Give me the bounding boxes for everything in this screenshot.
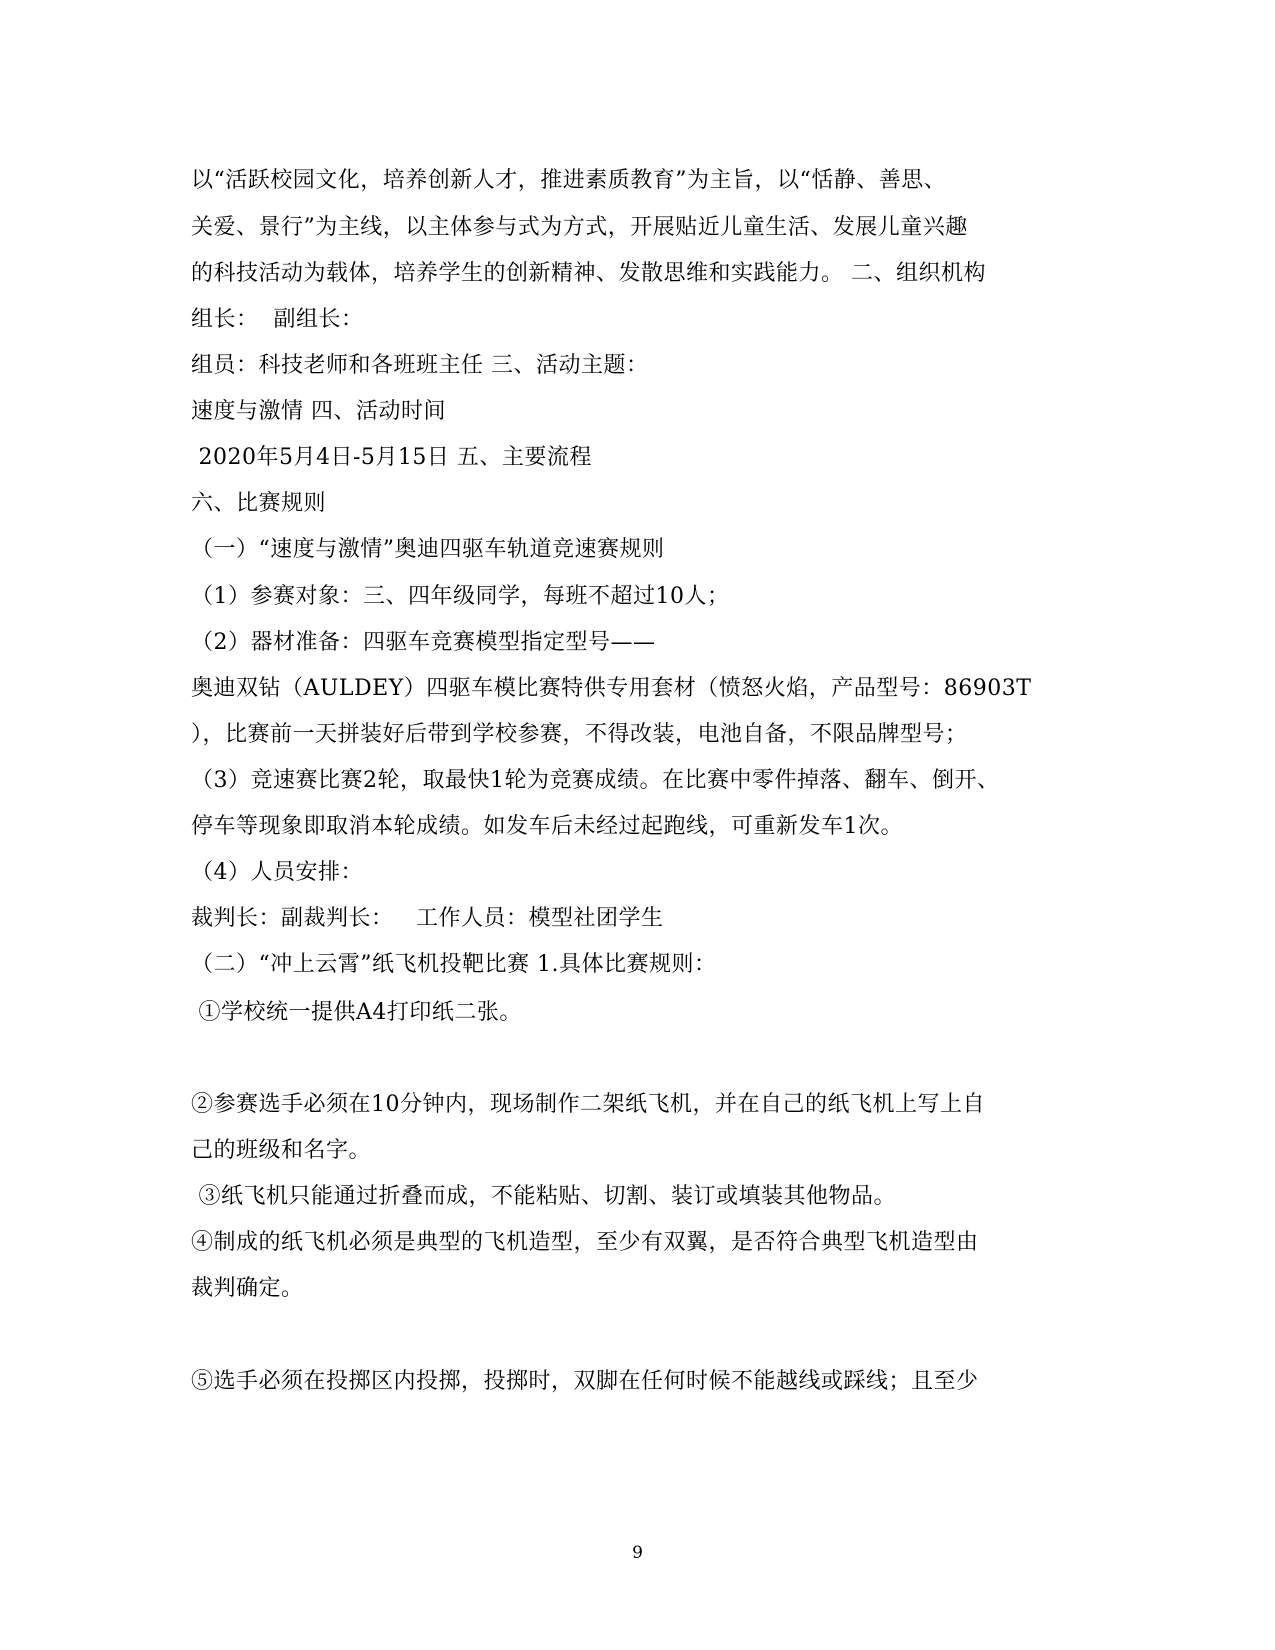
text-line: （一）“速度与激情”奥迪四驱车轨道竞速赛规则 [191,537,665,562]
text-line: 奥迪双钻（AULDEY）四驱车模比赛特供专用套材（愤怒火焰，产品型号：86903T [191,676,1032,701]
text-line: 组长： 副组长： [191,307,364,332]
text-line: 组员：科技老师和各班班主任 三、活动主题： [191,353,649,378]
text-line: ②参赛选手必须在10分钟内，现场制作二架纸飞机，并在自己的纸飞机上写上自 [191,1092,985,1117]
text-line: ⑤选手必须在投掷区内投掷，投掷时，双脚在任何时候不能越线或踩线；且至少 [191,1369,979,1394]
text-line: （二）“冲上云霄”纸飞机投靶比赛 1.具体比赛规则： [191,952,717,977]
text-line: ④制成的纸飞机必须是典型的飞机造型，至少有双翼，是否符合典型飞机造型由 [191,1230,979,1255]
text-line: （1）参赛对象：三、四年级同学，每班不超过10人； [191,584,730,609]
text-line: 己的班级和名字。 [191,1138,372,1163]
text-line: 裁判确定。 [191,1276,304,1301]
page-number: 9 [632,1543,643,1563]
text-line: ），比赛前一天拼装好后带到学校参赛，不得改装，电池自备，不限品牌型号； [191,722,968,747]
text-line: 关爱、景行”为主线，以主体参与式为方式，开展贴近儿童生活、发展儿童兴趣 [191,215,968,240]
text-line: 速度与激情 四、活动时间 [191,399,446,424]
text-line: ③纸飞机只能通过折叠而成，不能粘贴、切割、装订或填装其他物品。 [191,1184,896,1209]
text-line: 停车等现象即取消本轮成绩。如发车后未经过起跑线，可重新发车1次。 [191,814,903,839]
text-line: 的科技活动为载体，培养学生的创新精神、发散思维和实践能力。 二、组织机构 [191,261,986,286]
text-line: （4）人员安排： [191,860,363,885]
text-line: （3）竞速赛比赛2轮，取最快1轮为竞赛成绩。在比赛中零件掉落、翻车、倒开、 [191,768,1000,793]
text-line: 六、比赛规则 [191,491,327,516]
text-line: （2）器材准备：四驱车竞赛模型指定型号—— [191,630,656,655]
text-line: ①学校统一提供A4打印纸二张。 [191,1000,522,1025]
text-line: 2020年5月4日-5月15日 五、主要流程 [191,445,592,470]
text-line: 裁判长：副裁判长： 工作人员：模型社团学生 [191,906,664,931]
text-line: 以“活跃校园文化，培养创新人才，推进素质教育”为主旨，以“恬静、善思、 [191,168,947,193]
